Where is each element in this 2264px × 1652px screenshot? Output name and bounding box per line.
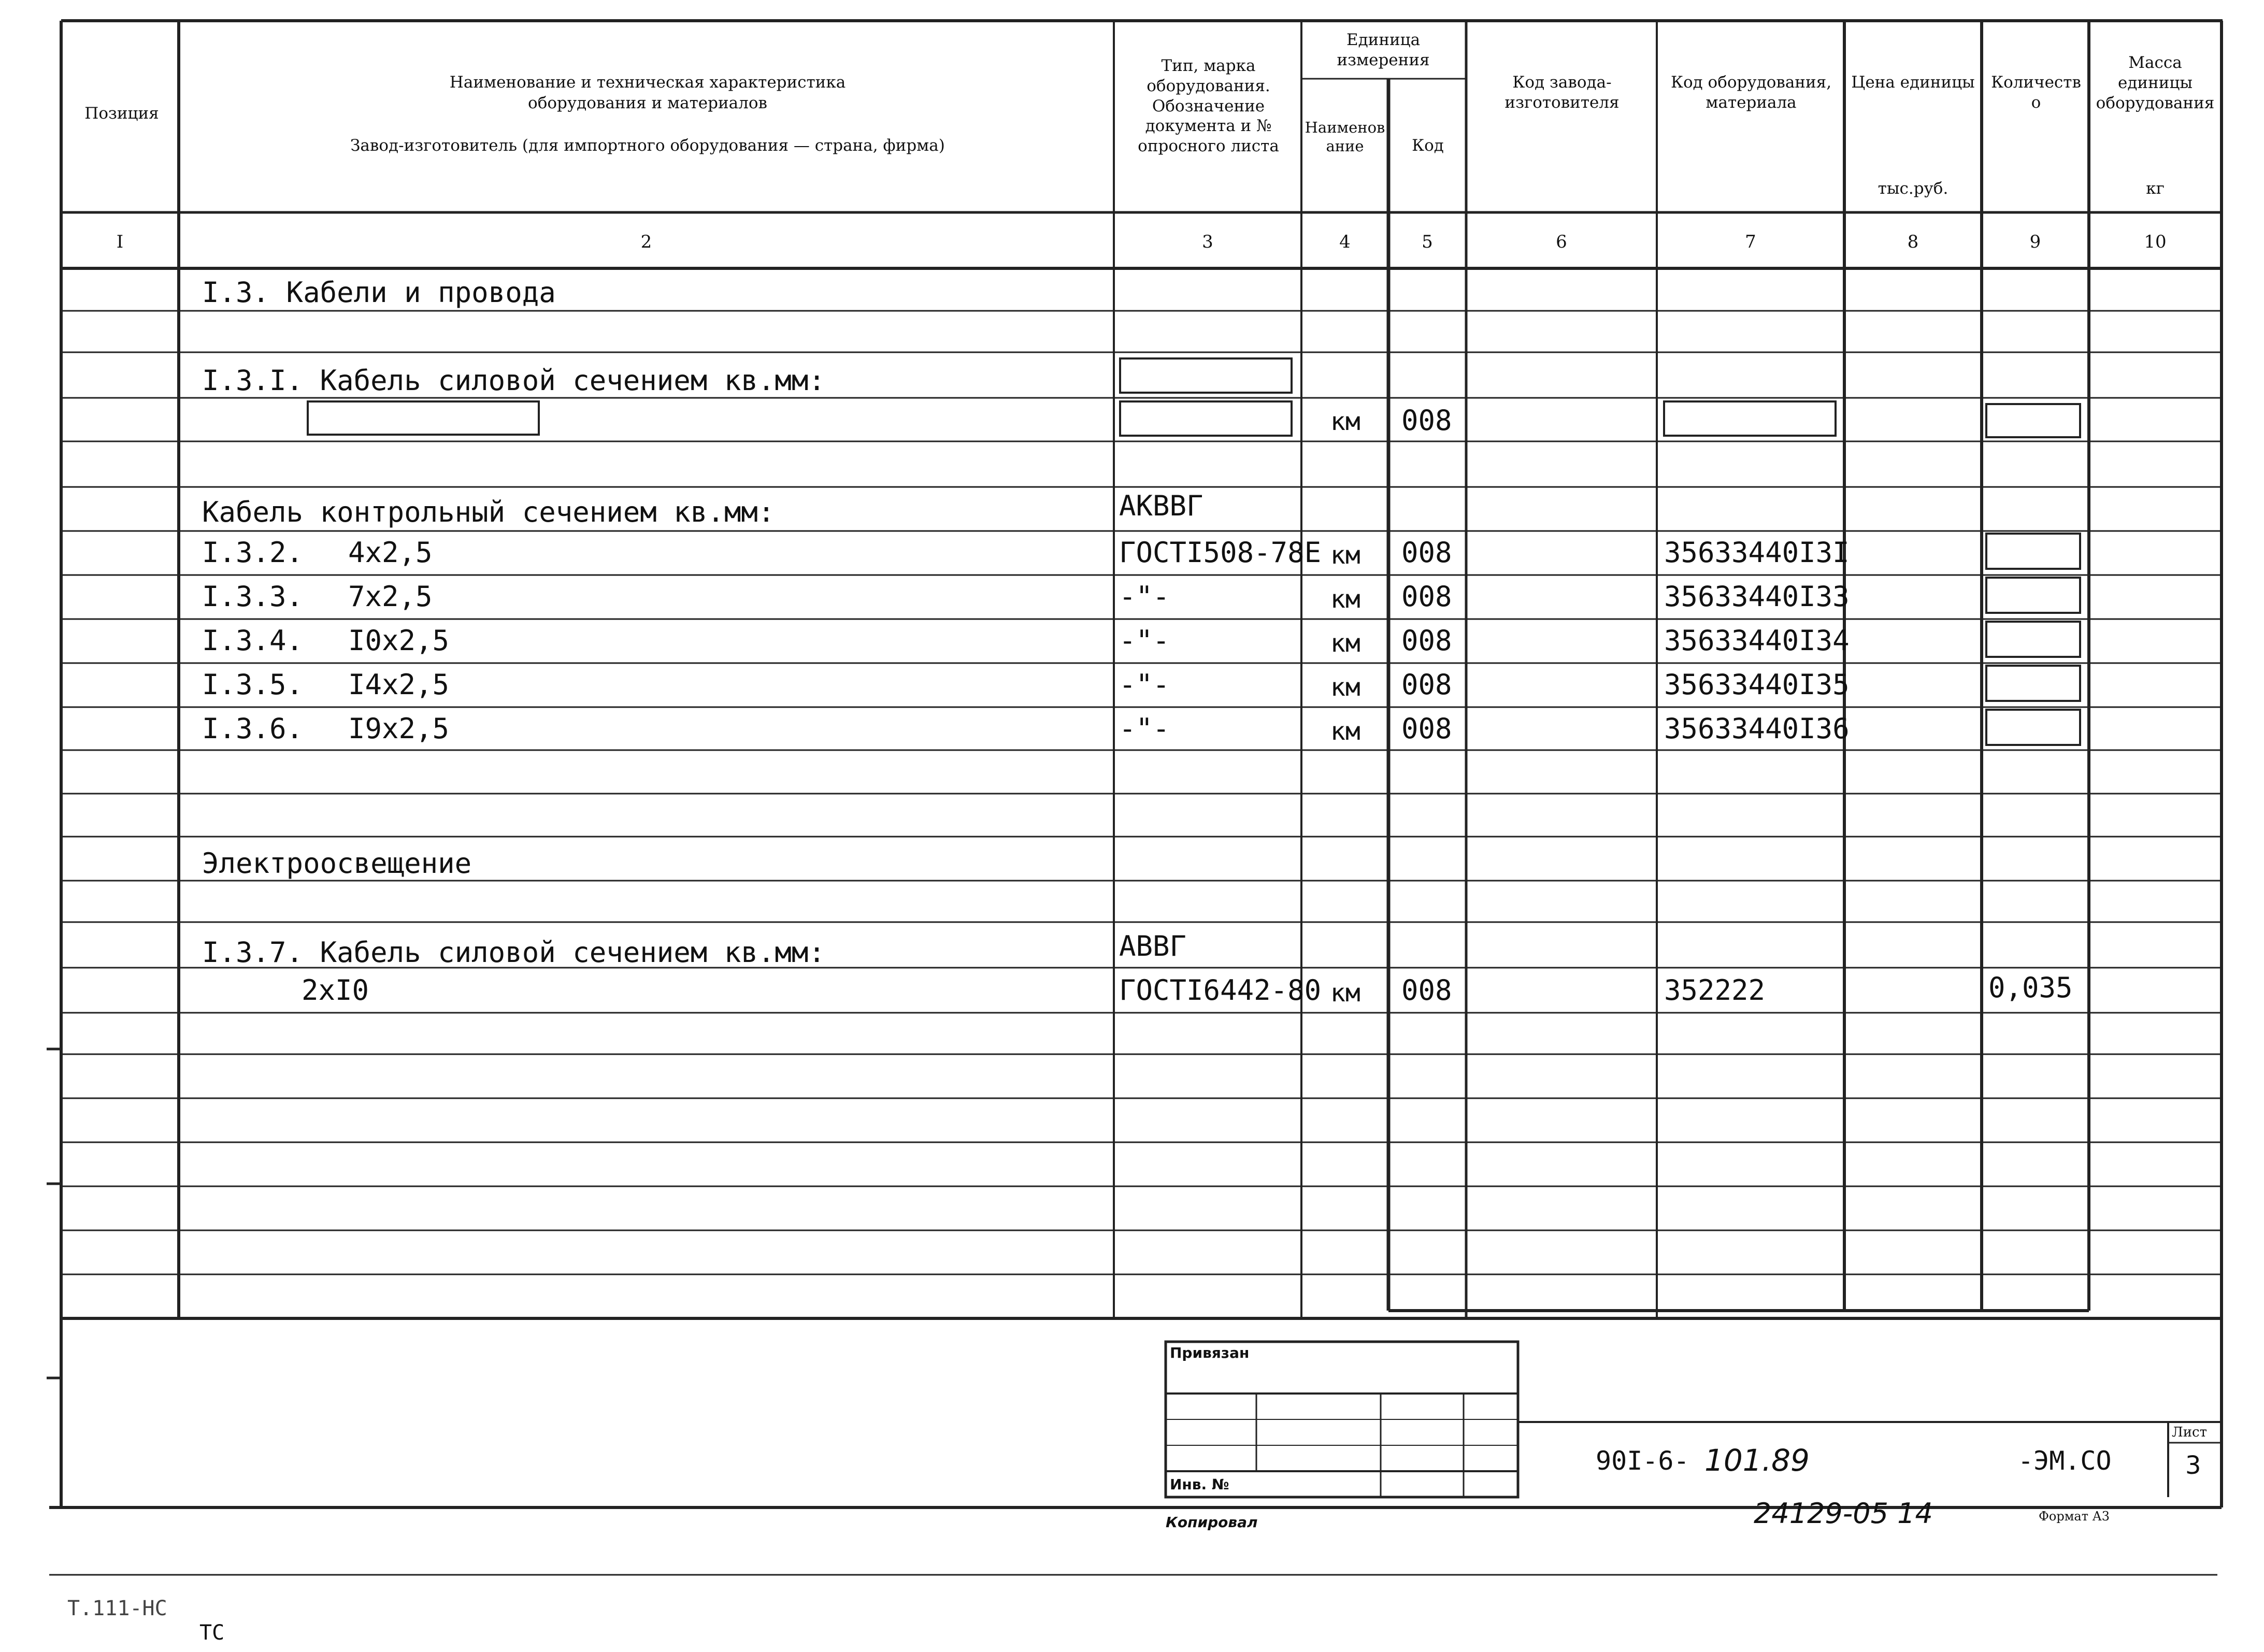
col-num-3: 3 bbox=[1202, 232, 1213, 252]
item-material-code: 35633440I33 bbox=[1664, 580, 1850, 613]
header-mass: Масса единицы оборудования bbox=[2096, 53, 2215, 112]
header-unit-code: Код bbox=[1412, 136, 1444, 155]
item-size: 7x2,5 bbox=[348, 580, 433, 613]
item-type: -"- bbox=[1119, 668, 1170, 701]
col-num-1: I bbox=[116, 232, 124, 252]
col-num-8: 8 bbox=[1907, 232, 1919, 252]
table-row bbox=[0, 668, 2264, 712]
item-unit-code: 008 bbox=[1401, 712, 1452, 745]
sheet-label: Лист bbox=[2172, 1425, 2207, 1440]
table-row bbox=[0, 712, 2264, 756]
header-price-unit: тыс.руб. bbox=[1878, 179, 1948, 198]
row-power-cable-2: I.3.7. Кабель силовой сечением кв.мм: bbox=[202, 936, 825, 969]
item-position: I.3.3. bbox=[202, 580, 304, 613]
item-material-code: 352222 bbox=[1664, 974, 1766, 1007]
header-position: Позиция bbox=[84, 104, 159, 123]
empty-field-box bbox=[1985, 403, 2081, 438]
item-size: 4x2,5 bbox=[348, 536, 433, 569]
item-position: I.3.4. bbox=[202, 624, 304, 657]
item-unit: км bbox=[1330, 717, 1360, 746]
item-size: I0x2,5 bbox=[348, 624, 450, 657]
header-mass-unit: кг bbox=[2146, 179, 2165, 198]
item-position: I.3.2. bbox=[202, 536, 304, 569]
stamp-inv: Инв. № bbox=[1170, 1476, 1229, 1493]
item-type: ГОСТI508-78Е bbox=[1119, 536, 1322, 569]
stamp-privyazan: Привязан bbox=[1170, 1344, 1250, 1361]
type-avvg: АВВГ bbox=[1119, 930, 1187, 963]
format-label: Формат А3 bbox=[2039, 1509, 2110, 1524]
item-unit-code: 008 bbox=[1401, 668, 1452, 701]
empty-field-box bbox=[1985, 621, 2081, 658]
item-material-code: 35633440I35 bbox=[1664, 668, 1850, 701]
empty-field-box bbox=[1985, 533, 2081, 570]
item-unit-code: 008 bbox=[1401, 580, 1452, 613]
item-size: I4x2,5 bbox=[348, 668, 450, 701]
header-manufacturer: Завод-изготовитель (для импортного оборудования — страна, фирма) bbox=[350, 136, 945, 155]
row-power-cable: I.3.I. Кабель силовой сечением кв.мм: bbox=[202, 364, 825, 397]
col-num-4: 4 bbox=[1339, 232, 1351, 252]
sheet-number: 3 bbox=[2185, 1451, 2201, 1480]
empty-field-box bbox=[1985, 577, 2081, 614]
item-unit: км bbox=[1330, 629, 1360, 658]
section-title: I.3. Кабели и провода bbox=[202, 276, 556, 309]
item-quantity: 0,035 bbox=[1988, 971, 2073, 1004]
item-unit: км bbox=[1330, 979, 1360, 1008]
header-unit: Единица измерения bbox=[1337, 31, 1430, 69]
bottom-handwritten: 24129-05 14 bbox=[1754, 1497, 1933, 1530]
empty-field-box bbox=[1119, 357, 1293, 394]
item-size: 2xI0 bbox=[302, 974, 369, 1007]
header-type: Тип, марка оборудования. Обозначение документа и № опросного листа bbox=[1138, 56, 1279, 155]
item-unit: км bbox=[1330, 541, 1360, 570]
section-lighting: Электроосвещение bbox=[202, 847, 472, 880]
header-name-line1: Наименование и техническая характеристика bbox=[449, 73, 846, 92]
table-row bbox=[0, 580, 2264, 624]
unit-code: 008 bbox=[1401, 404, 1452, 437]
empty-field-box bbox=[1985, 665, 2081, 702]
item-unit-code: 008 bbox=[1401, 624, 1452, 657]
item-unit-code: 008 bbox=[1401, 536, 1452, 569]
col-num-2: 2 bbox=[640, 232, 652, 252]
row-control-cable: Кабель контрольный сечением кв.мм: bbox=[202, 496, 775, 528]
table-row bbox=[0, 624, 2264, 668]
item-type: -"- bbox=[1119, 580, 1170, 613]
item-type: -"- bbox=[1119, 624, 1170, 657]
margin-code-2: ТС bbox=[199, 1621, 225, 1645]
empty-field-box bbox=[1119, 400, 1293, 437]
empty-field-box bbox=[1985, 709, 2081, 746]
margin-code: Т.111-НС bbox=[67, 1597, 167, 1620]
item-position: I.3.6. bbox=[202, 712, 304, 745]
item-unit: км bbox=[1330, 585, 1360, 614]
header-name-line2: оборудования и материалов bbox=[528, 94, 767, 112]
table-row bbox=[0, 536, 2264, 580]
header-price: Цена единицы bbox=[1851, 73, 1975, 92]
item-material-code: 35633440I3I bbox=[1664, 536, 1850, 569]
item-unit: км bbox=[1330, 673, 1360, 702]
doc-prefix: 90I-6- bbox=[1596, 1446, 1689, 1476]
item-unit-code: 008 bbox=[1401, 974, 1452, 1007]
doc-number-handwritten: 101.89 bbox=[1704, 1443, 1810, 1478]
doc-suffix: -ЭМ.СО bbox=[2018, 1446, 2112, 1476]
item-material-code: 35633440I34 bbox=[1664, 624, 1850, 657]
type-akvvg: АКВВГ bbox=[1119, 490, 1203, 522]
col-num-5: 5 bbox=[1422, 232, 1433, 252]
empty-field-box bbox=[1663, 400, 1837, 437]
item-size: I9x2,5 bbox=[348, 712, 450, 745]
stamp-kopiroval: Копировал bbox=[1166, 1514, 1258, 1531]
empty-field-box bbox=[307, 400, 540, 436]
item-position: I.3.5. bbox=[202, 668, 304, 701]
unit-name: км bbox=[1330, 407, 1360, 436]
col-num-6: 6 bbox=[1556, 232, 1567, 252]
item-material-code: 35633440I36 bbox=[1664, 712, 1850, 745]
item-type: -"- bbox=[1119, 712, 1170, 745]
header-unit-name: Наименование bbox=[1305, 119, 1385, 155]
header-quantity: Количество bbox=[1991, 73, 2081, 112]
col-num-7: 7 bbox=[1745, 232, 1756, 252]
header-material-code: Код оборудования, материала bbox=[1670, 73, 1832, 112]
item-type: ГОСТI6442-80 bbox=[1119, 974, 1322, 1007]
header-factory-code: Код завода-изготовителя bbox=[1504, 73, 1620, 112]
col-num-9: 9 bbox=[2029, 232, 2041, 252]
col-num-10: 10 bbox=[2144, 232, 2167, 252]
